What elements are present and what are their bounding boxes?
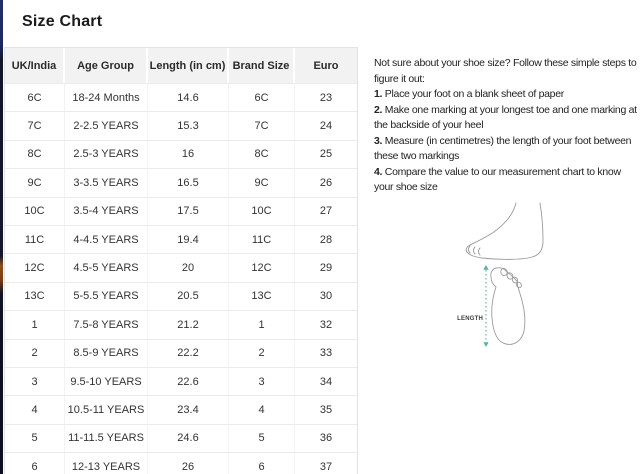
size-chart-table <box>4 47 358 474</box>
table-body <box>5 83 357 474</box>
table-cell: 4-4.5 YEARS <box>65 226 148 253</box>
guide-step-line: 2. Make one marking at your longest toe and one marking at <box>374 103 637 116</box>
guide-step <box>374 87 640 103</box>
guide-intro <box>374 56 640 87</box>
table-row <box>5 197 357 225</box>
table-cell: 15.3 <box>148 112 229 139</box>
table-cell: 6 <box>229 453 295 474</box>
table-cell: 14.6 <box>148 84 229 111</box>
table-cell: 12-13 YEARS <box>65 453 148 474</box>
guide-step-line: the backside of your heel <box>374 119 484 131</box>
column-header: Age Group <box>65 48 148 83</box>
table-cell: 5-5.5 YEARS <box>65 283 148 310</box>
guide-step-line: 3. Measure (in centimetres) the length of your foot between <box>374 134 632 147</box>
table-cell: 2 <box>229 340 295 367</box>
column-header: UK/India <box>5 48 65 83</box>
length-label: LENGTH <box>457 316 483 322</box>
table-row <box>5 225 357 253</box>
table-cell: 24 <box>319 120 333 133</box>
table-cell: 4 <box>5 396 65 423</box>
table-cell: 33 <box>319 347 333 360</box>
table-cell: 36 <box>319 432 333 445</box>
table-cell: 8.5-9 YEARS <box>65 340 148 367</box>
table-cell: 11C <box>5 226 65 253</box>
table-cell: 22.2 <box>148 340 229 367</box>
table-cell: 9C <box>5 169 65 196</box>
table-cell: 16 <box>148 141 229 168</box>
guide-steps <box>374 87 640 196</box>
table-cell: 10.5-11 YEARS <box>65 396 148 423</box>
table-cell: 8C <box>229 141 295 168</box>
table-cell: 1 <box>5 311 65 338</box>
table-cell: 11C <box>229 226 295 253</box>
table-cell: 23 <box>319 91 333 104</box>
table-row <box>5 253 357 281</box>
foot-side-view-icon <box>466 203 543 259</box>
table-row <box>5 310 357 338</box>
table-cell: 20.5 <box>148 283 229 310</box>
table-cell: 6C <box>229 84 295 111</box>
table-cell: 30 <box>319 290 333 303</box>
table-row <box>5 111 357 139</box>
table-cell: 1 <box>229 311 295 338</box>
column-header: Brand Size <box>229 48 295 83</box>
table-cell: 20 <box>148 254 229 281</box>
table-cell: 35 <box>319 403 333 416</box>
table-cell: 18-24 Months <box>65 84 148 111</box>
table-cell: 26 <box>319 176 333 189</box>
table-row <box>5 452 357 474</box>
length-measure-line <box>483 265 488 347</box>
table-cell: 10C <box>229 198 295 225</box>
table-cell: 32 <box>319 318 333 331</box>
measurement-guide <box>374 56 640 196</box>
table-cell: 11-11.5 YEARS <box>65 425 148 452</box>
table-cell: 22.6 <box>148 368 229 395</box>
table-cell: 5 <box>229 425 295 452</box>
step-number: 3. <box>374 134 383 147</box>
table-cell: 28 <box>319 233 333 246</box>
table-cell: 13C <box>5 283 65 310</box>
step-number: 1. <box>374 88 383 100</box>
table-cell: 24.6 <box>148 425 229 452</box>
table-cell: 19.4 <box>148 226 229 253</box>
table-cell: 8C <box>5 141 65 168</box>
table-cell: 3-3.5 YEARS <box>65 169 148 196</box>
table-row <box>5 83 357 111</box>
guide-step-line: your shoe size <box>374 181 438 193</box>
table-cell: 27 <box>319 205 333 218</box>
table-cell: 16.5 <box>148 169 229 196</box>
table-row <box>5 282 357 310</box>
table-cell: 4 <box>229 396 295 423</box>
table-row <box>5 424 357 452</box>
table-cell: 10C <box>5 198 65 225</box>
guide-step-line: these two markings <box>374 150 460 162</box>
table-cell: 13C <box>229 283 295 310</box>
table-row <box>5 168 357 196</box>
table-cell: 2 <box>5 340 65 367</box>
table-cell: 2.5-3 YEARS <box>65 141 148 168</box>
table-cell: 3 <box>5 368 65 395</box>
table-cell: 12C <box>5 254 65 281</box>
guide-step <box>374 103 640 134</box>
foot-sole-view-icon <box>491 268 525 345</box>
guide-step-line: 1. Place your foot on a blank sheet of paper <box>374 88 564 100</box>
table-cell: 23.4 <box>148 396 229 423</box>
foot-measurement-illustration <box>430 190 640 350</box>
guide-intro-line: Not sure about your shoe size? Follow these simple steps to <box>374 57 637 69</box>
table-row <box>5 140 357 168</box>
table-cell: 26 <box>148 453 229 474</box>
table-cell: 3 <box>229 368 295 395</box>
table-header-row <box>5 48 357 83</box>
table-cell: 9.5-10 YEARS <box>65 368 148 395</box>
table-row <box>5 339 357 367</box>
column-header: Length (in cm) <box>148 48 229 83</box>
table-cell: 2-2.5 YEARS <box>65 112 148 139</box>
page-left-edge <box>0 0 3 474</box>
guide-intro-line: figure it out: <box>374 72 425 85</box>
table-cell: 25 <box>319 148 333 161</box>
table-cell: 34 <box>319 375 333 388</box>
table-row <box>5 367 357 395</box>
table-cell: 4.5-5 YEARS <box>65 254 148 281</box>
table-cell: 7C <box>5 112 65 139</box>
table-cell: 9C <box>229 169 295 196</box>
table-cell: 3.5-4 YEARS <box>65 198 148 225</box>
column-header: Euro <box>313 59 339 72</box>
table-cell: 37 <box>319 460 333 473</box>
table-cell: 6C <box>5 84 65 111</box>
table-cell: 29 <box>319 262 333 275</box>
step-number: 2. <box>374 103 383 116</box>
table-cell: 7.5-8 YEARS <box>65 311 148 338</box>
table-cell: 7C <box>229 112 295 139</box>
table-cell: 6 <box>5 453 65 474</box>
table-cell: 12C <box>229 254 295 281</box>
table-cell: 17.5 <box>148 198 229 225</box>
page-title: Size Chart <box>22 13 103 30</box>
guide-step-line: 4. Compare the value to our measurement chart to know <box>374 165 621 178</box>
table-cell: 5 <box>5 425 65 452</box>
guide-step <box>374 134 640 165</box>
table-row <box>5 395 357 423</box>
table-cell: 21.2 <box>148 311 229 338</box>
step-number: 4. <box>374 165 383 178</box>
